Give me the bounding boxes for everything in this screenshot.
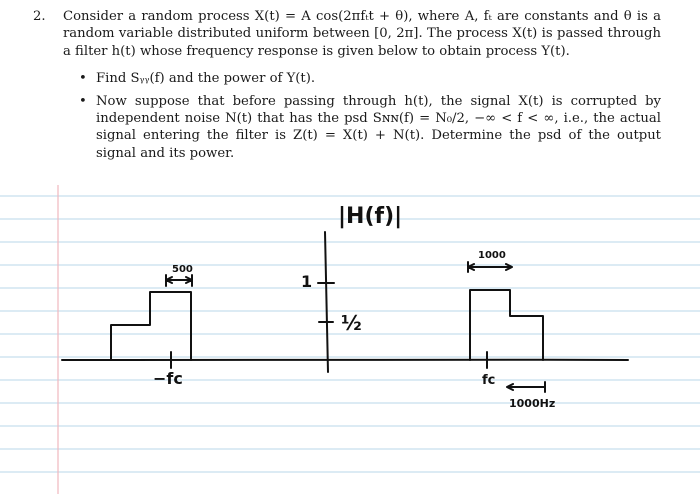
problem-number: 2.	[33, 9, 46, 24]
right-width-arrow	[468, 262, 512, 272]
problem-2	[33, 8, 661, 167]
right-bottom-width-label: 1000Hz	[509, 397, 556, 410]
right-passband	[470, 290, 543, 360]
bullet-noise: • Now suppose that before passing through h(t), the signal X(t) is corrupted by independent noise N(t) that has the psd Sɴɴ(f) = N₀/2, −∞ < f < ∞, i.e., the actual signal entering the filter is Z(t) = X(t) + N(t). Determine the psd of the output signal and its power.	[81, 93, 661, 163]
right-width-label: 1000	[478, 250, 506, 261]
level-half-label: ½	[341, 311, 362, 335]
left-width-arrow	[166, 275, 192, 286]
right-freq-label: fc	[482, 373, 496, 388]
problem-bullets	[81, 70, 661, 162]
sketch-title: |H(f)|	[338, 204, 403, 229]
left-passband	[111, 292, 191, 360]
left-freq-label: −fc	[153, 369, 183, 388]
right-bottom-width-arrow	[507, 382, 545, 392]
problem-intro: Consider a random process X(t) = A cos(2πfₜt + θ), where A, fₜ are constants and θ is a random variable distributed uniform between [0, 2π]. The process X(t) is passed through a filter h(t) whose frequency response is given below to obtain process Y(t).	[63, 9, 661, 59]
level-one-label: 1	[301, 272, 313, 291]
vertical-axis	[325, 232, 328, 372]
left-width-label: 500	[172, 264, 193, 275]
handwritten-sketch	[0, 185, 700, 494]
bullet-find-syy: • Find Sᵧᵧ(f) and the power of Y(t).	[81, 70, 661, 87]
